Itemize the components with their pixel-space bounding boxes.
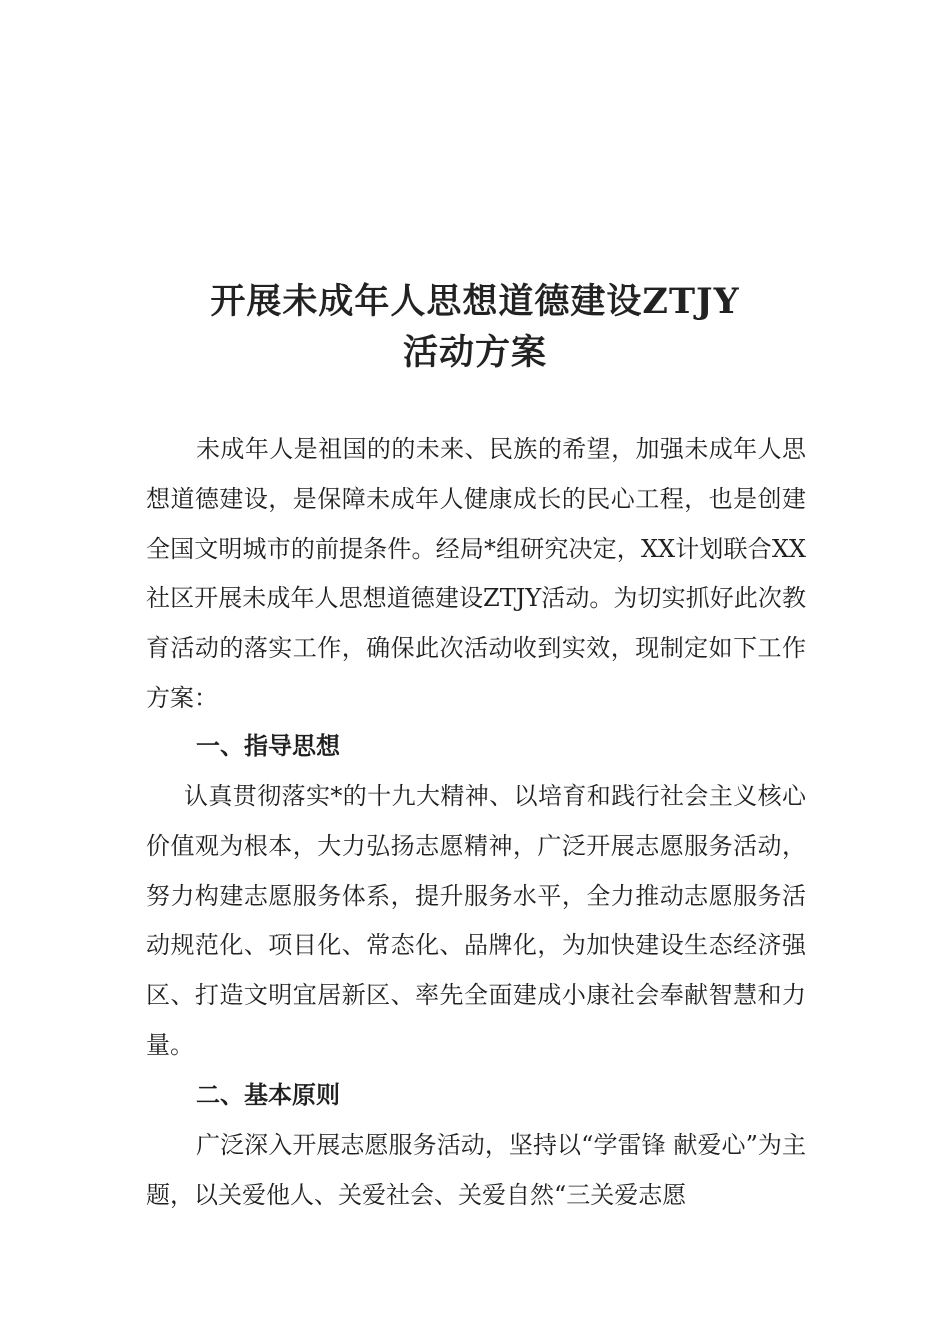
intro-paragraph: 未成年人是祖国的的未来、民族的希望，加强未成年人思想道德建设，是保障未成年人健康成长的民心工程，也是创建全国文明城市的前提条件。经局*组研究决定，XX计划联合XX社区开展未成年人思想道德建设ZTJY活动。为切实抓好此次教育活动的落实工作，确保此次活动收到实效，现制定如下工作方案： — [146, 435, 806, 712]
document-title-line1: 开展未成年人思想道德建设ZTJY — [210, 281, 740, 322]
document-title-line2: 活动方案 — [402, 332, 547, 373]
basic-principles-paragraph: 广泛深入开展志愿服务活动，坚持以“学雷锋 献爱心”为主题，以关爱他人、关爱社会、关爱自然“三关爱志愿 — [146, 1131, 806, 1209]
section-heading-guiding-ideology: 一、指导思想 — [196, 732, 340, 760]
section-heading-basic-principles: 二、基本原则 — [196, 1081, 340, 1109]
guiding-ideology-paragraph: 认真贯彻落实*的十九大精神、以培育和践行社会主义核心价值观为根本，大力弘扬志愿精神，广泛开展志愿服务活动，努力构建志愿服务体系，提升服务水平，全力推动志愿服务活动规范化、项目化、常态化、品牌化，为加快建设生态经济强区、打造文明宜居新区、率先全面建成小康社会奉献智慧和力量。 — [146, 782, 806, 1059]
